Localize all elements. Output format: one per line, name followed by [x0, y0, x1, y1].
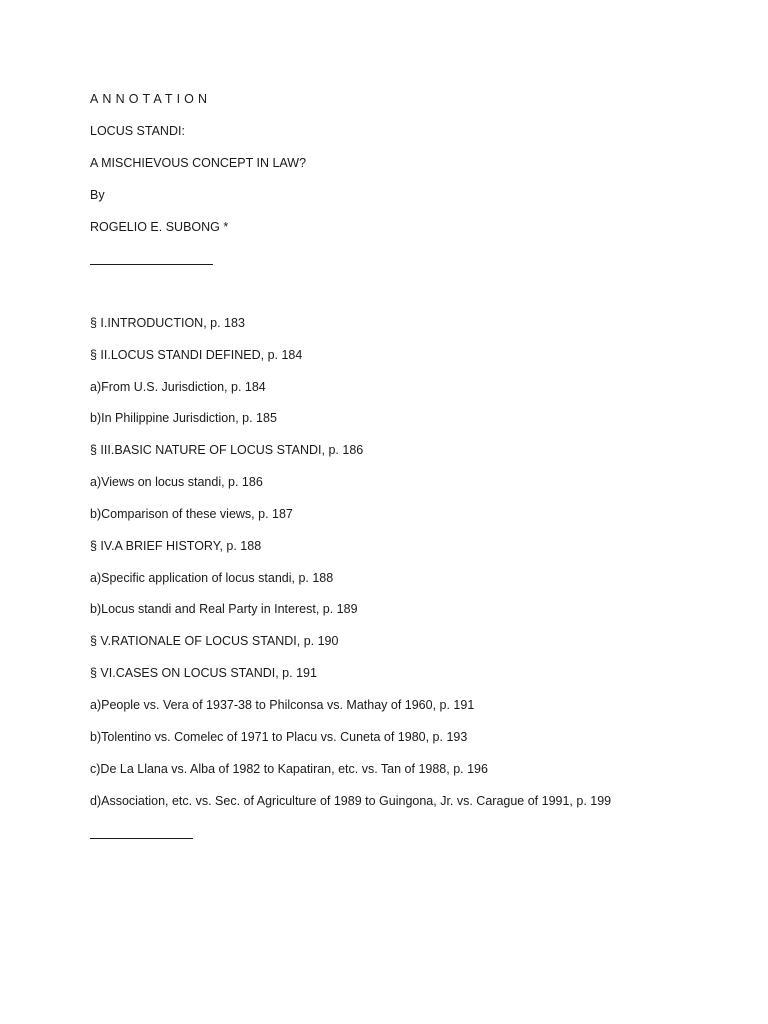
toc-entry: a)From U.S. Jurisdiction, p. 184	[90, 380, 266, 394]
toc-entry: b)Comparison of these views, p. 187	[90, 507, 293, 521]
toc-entry: § IV.A BRIEF HISTORY, p. 188	[90, 539, 262, 553]
annotation-label: ANNOTATION	[90, 92, 212, 106]
toc-entry: b)Tolentino vs. Comelec of 1971 to Placu vs. Cuneta of 1980, p. 193	[90, 730, 468, 744]
toc-entry: § V.RATIONALE OF LOCUS STANDI, p. 190	[90, 634, 339, 648]
toc-entry: b)In Philippine Jurisdiction, p. 185	[90, 411, 277, 425]
toc-entry: § II.LOCUS STANDI DEFINED, p. 184	[90, 348, 303, 362]
title-line-1: LOCUS STANDI:	[90, 124, 185, 138]
toc-entry: d)Association, etc. vs. Sec. of Agriculture of 1989 to Guingona, Jr. vs. Carague of 1991, p. 199	[90, 794, 612, 808]
toc-entry: § III.BASIC NATURE OF LOCUS STANDI, p. 186	[90, 443, 364, 457]
author-name: ROGELIO E. SUBONG *	[90, 220, 229, 234]
separator-rule-bottom	[90, 838, 193, 839]
toc-entry: a)Views on locus standi, p. 186	[90, 475, 263, 489]
toc-entry: § I.INTRODUCTION, p. 183	[90, 316, 245, 330]
toc-entry: b)Locus standi and Real Party in Interest, p. 189	[90, 602, 358, 616]
separator-rule-top	[90, 264, 213, 265]
toc-entry: c)De La Llana vs. Alba of 1982 to Kapatiran, etc. vs. Tan of 1988, p. 196	[90, 762, 488, 776]
toc-entry: a)Specific application of locus standi, p. 188	[90, 571, 334, 585]
by-label: By	[90, 188, 105, 202]
title-line-2: A MISCHIEVOUS CONCEPT IN LAW?	[90, 156, 307, 170]
toc-entry: a)People vs. Vera of 1937-38 to Philconsa vs. Mathay of 1960, p. 191	[90, 698, 475, 712]
toc-entry: § VI.CASES ON LOCUS STANDI, p. 191	[90, 666, 317, 680]
